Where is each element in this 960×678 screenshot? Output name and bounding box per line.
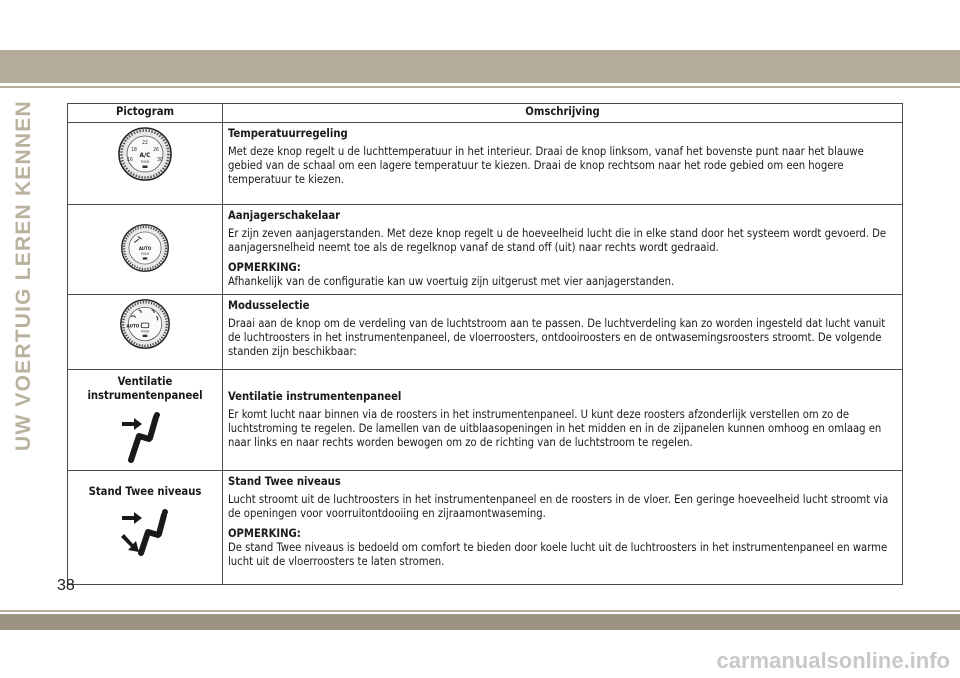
bottom-divider bbox=[0, 610, 960, 612]
header-description: Omschrijving bbox=[223, 104, 903, 123]
temp-label-30: 30 bbox=[157, 157, 163, 163]
temp-label-22: 22 bbox=[142, 140, 148, 146]
top-divider bbox=[0, 86, 960, 88]
panel-mode-icon bbox=[119, 411, 171, 467]
note-title: OPMERKING: bbox=[228, 261, 301, 274]
table-row-bilevel bbox=[68, 471, 903, 585]
blower-label-push: PUSH bbox=[141, 252, 149, 257]
temp-label-push: PUSH bbox=[140, 160, 150, 164]
pictogram-cell bbox=[68, 370, 223, 471]
table-row-mode bbox=[68, 295, 903, 370]
bottom-footer-band bbox=[0, 614, 960, 630]
blower-knob-icon bbox=[120, 223, 170, 277]
row-title: Modusselectie bbox=[228, 299, 310, 312]
row-text: Lucht stroomt uit de luchtroosters in het instrumentenpaneel en de roosters in de vloer. Een geringe hoeveelheid lucht stroomt via de openingen voor voorruitontdooiing en zijraamontwaseming. bbox=[228, 493, 889, 520]
table-row-blower bbox=[68, 205, 903, 295]
top-header-band bbox=[0, 50, 960, 83]
page-number: 38 bbox=[57, 577, 75, 594]
table-header-row bbox=[68, 104, 903, 123]
description-cell bbox=[223, 123, 903, 205]
row-title: Temperatuurregeling bbox=[228, 127, 348, 140]
pictogram-cell bbox=[68, 123, 223, 205]
row-text: Draai aan de knop om de verdeling van de luchtstroom aan te passen. De luchtverdeling kan zo worden ingesteld dat lucht vanuit de luchtroosters in het instrumentenpaneel, de vloerroosters, ontdooiroosters en de ontwasemingsroosters stroomt. De volgende standen zijn beschikbaar: bbox=[228, 317, 886, 358]
bilevel-mode-icon bbox=[119, 507, 171, 561]
note-text: De stand Twee niveaus is bedoeld om comfort te bieden door koele lucht uit de luchtroosters in het instrumentenpaneel en warme lucht uit de vloerroosters te laten stromen. bbox=[228, 541, 888, 568]
row-text: Met deze knop regelt u de luchttemperatuur in het interieur. Draai de knop linksom, vanaf het bovenste punt naar het blauwe gebied van de schaal om een lagere temperatuur te kiezen. Draai de knop rechtsom naar het rode gebied om een hogere temperatuur te kiezen. bbox=[228, 145, 864, 186]
row-text: Er komt lucht naar binnen via de roosters in het instrumentenpaneel. U kunt deze roosters afzonderlijk verstellen om zo de luchtstroming te regelen. De lamellen van de uitblaasopeningen in het midden en in de zijpanelen kunnen omhoog en omlaag en naar links en naar rechts worden bewogen om zo de richting van de luchtstroom te regelen. bbox=[228, 408, 882, 449]
temp-label-26: 26 bbox=[153, 147, 159, 153]
row-text: Er zijn zeven aanjagerstanden. Met deze knop regelt u de hoeveelheid lucht die in elke stand door het systeem wordt gevoerd. De aanjagersnelheid neemt toe als de regelknop vanaf de stand off (uit) naar rechts wordt gedraaid. bbox=[228, 227, 887, 254]
description-cell bbox=[223, 205, 903, 295]
temp-label-16: 16 bbox=[127, 157, 133, 163]
note-title: OPMERKING: bbox=[228, 527, 301, 540]
row-title: Aanjagerschakelaar bbox=[228, 209, 341, 222]
row-title: Ventilatie instrumentenpaneel bbox=[228, 390, 402, 403]
pictogram-cell bbox=[68, 295, 223, 370]
row-title: Stand Twee niveaus bbox=[228, 475, 341, 488]
blower-label-auto: AUTO bbox=[138, 246, 152, 252]
description-cell bbox=[223, 471, 903, 585]
pictogram-cell bbox=[68, 471, 223, 585]
mode-label-push: PUSH bbox=[141, 329, 149, 334]
pictogram-label: Stand Twee niveaus bbox=[88, 485, 202, 498]
pictogram-cell bbox=[68, 205, 223, 295]
description-cell bbox=[223, 370, 903, 471]
temperature-knob-icon bbox=[117, 126, 173, 186]
controls-table bbox=[67, 103, 903, 585]
table-row-panel-mode bbox=[68, 370, 903, 471]
pictogram-label: Ventilatie instrumentenpaneel bbox=[87, 375, 203, 402]
note-text: Afhankelijk van de configuratie kan uw voertuig zijn uitgerust met vier aanjagerstanden. bbox=[228, 275, 675, 288]
mode-knob-icon bbox=[119, 298, 171, 354]
description-cell bbox=[223, 295, 903, 370]
table-row-temperature bbox=[68, 123, 903, 205]
temp-label-ac: A/C bbox=[139, 151, 151, 159]
watermark: carmanualsonline.info bbox=[716, 648, 950, 673]
header-pictogram: Pictogram bbox=[68, 104, 223, 123]
temp-label-18: 18 bbox=[131, 147, 137, 153]
chapter-title: UW VOERTUIG LEREN KENNEN bbox=[12, 100, 35, 451]
mode-label-auto: AUTO bbox=[126, 324, 140, 330]
